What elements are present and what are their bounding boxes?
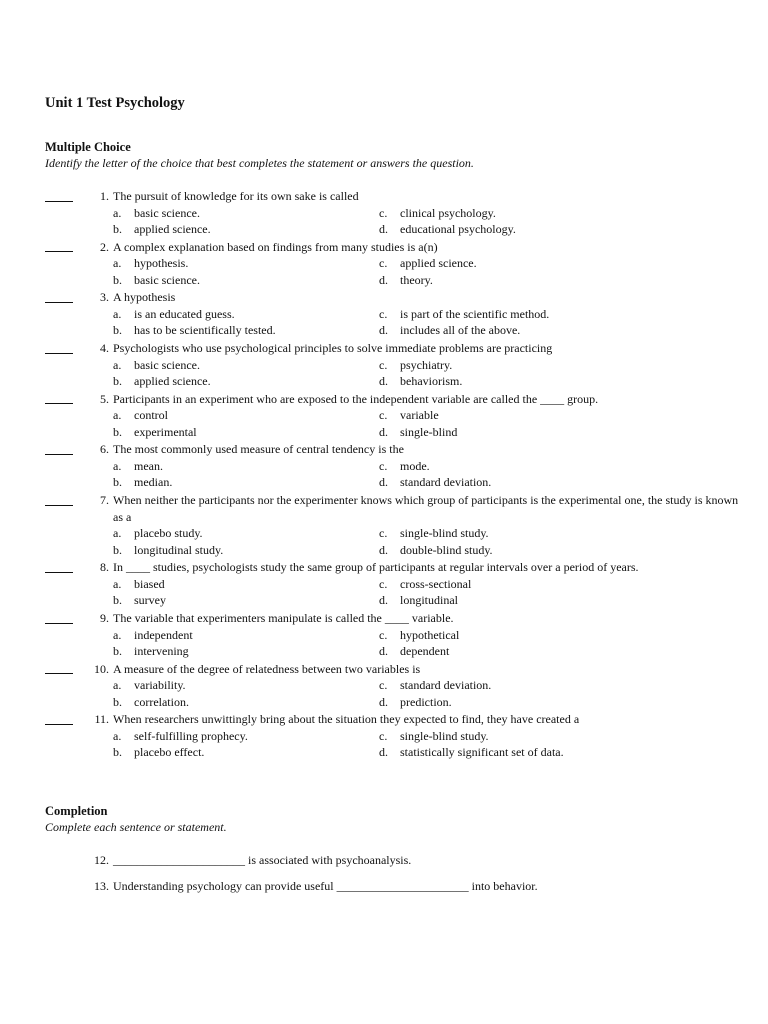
question-8 [45, 559, 745, 609]
multiple-choice-instructions: Identify the letter of the choice that best completes the statement or answers the question. [45, 156, 474, 170]
option-text: is part of the scientific method. [400, 306, 550, 321]
answer-options [113, 255, 745, 288]
answer-blank[interactable] [45, 188, 73, 202]
option-text: placebo effect. [134, 745, 205, 760]
option-text: double-blind study. [400, 542, 493, 557]
answer-options [113, 627, 745, 660]
question-stem: The pursuit of knowledge for its own sake is called [113, 189, 359, 203]
answer-option [113, 306, 379, 323]
question-6 [45, 441, 745, 491]
option-text: statistically significant set of data. [400, 745, 564, 760]
option-letter: d. [379, 222, 388, 236]
option-letter: c. [379, 408, 388, 423]
answer-option [113, 424, 379, 441]
option-letter: a. [113, 408, 122, 423]
option-letter: d. [379, 644, 388, 658]
option-text: clinical psychology. [400, 205, 496, 220]
question-number: 13. [94, 879, 109, 893]
option-text: intervening [134, 644, 189, 658]
answer-option [379, 322, 679, 339]
completion-heading: Completion [45, 804, 108, 818]
option-letter: a. [113, 205, 122, 220]
option-letter: c. [379, 306, 388, 321]
answer-option [113, 677, 379, 694]
option-letter: d. [379, 374, 388, 389]
completion-list [45, 852, 745, 904]
option-text: placebo study. [134, 526, 203, 541]
answer-option [113, 357, 379, 374]
answer-option [379, 694, 679, 711]
option-letter: a. [113, 256, 122, 271]
option-letter: d. [379, 475, 388, 490]
option-text: single-blind study. [400, 728, 489, 743]
answer-option [379, 525, 679, 542]
answer-options [113, 306, 745, 339]
answer-blank[interactable] [45, 661, 73, 675]
answer-option [379, 205, 679, 222]
option-text: biased [134, 576, 165, 591]
question-number: 8. [100, 560, 109, 575]
answer-option [113, 205, 379, 222]
answer-option [113, 373, 379, 390]
answer-option [379, 677, 679, 694]
option-text: is an educated guess. [134, 306, 235, 321]
answer-blank[interactable] [45, 711, 73, 725]
answer-option [379, 306, 679, 323]
option-text: correlation. [134, 694, 189, 709]
option-letter: c. [379, 678, 388, 693]
option-letter: d. [379, 542, 388, 557]
question-number: 10. [94, 661, 109, 676]
answer-options [113, 728, 745, 761]
answer-option [113, 643, 379, 660]
answer-option [113, 322, 379, 339]
answer-option [379, 373, 679, 390]
answer-option [379, 744, 679, 761]
answer-blank[interactable] [45, 492, 73, 506]
option-letter: b. [113, 542, 122, 557]
option-text: mean. [134, 458, 163, 473]
option-text: median. [134, 475, 173, 490]
option-letter: a. [113, 526, 122, 541]
answer-option [113, 576, 379, 593]
option-text: prediction. [400, 694, 452, 709]
option-letter: a. [113, 627, 122, 642]
answer-option [113, 694, 379, 711]
answer-blank[interactable] [45, 391, 73, 405]
option-text: educational psychology. [400, 222, 516, 236]
option-letter: b. [113, 222, 122, 236]
multiple-choice-list [45, 188, 745, 762]
option-letter: a. [113, 678, 122, 693]
option-letter: a. [113, 458, 122, 473]
question-number: 7. [100, 493, 109, 508]
option-text: standard deviation. [400, 678, 492, 693]
document-title: Unit 1 Test Psychology [45, 95, 185, 111]
option-text: theory. [400, 272, 433, 287]
option-letter: c. [379, 526, 388, 541]
option-letter: b. [113, 424, 122, 439]
option-text: longitudinal [400, 593, 458, 608]
answer-options [113, 458, 745, 491]
option-letter: c. [379, 627, 388, 642]
option-letter: d. [379, 694, 388, 709]
option-text: variable [400, 408, 439, 423]
option-text: independent [134, 627, 193, 642]
answer-options [113, 576, 745, 609]
answer-option [113, 474, 379, 491]
answer-option [113, 255, 379, 272]
answer-option [379, 592, 679, 609]
question-stem: The variable that experimenters manipulate is called the ____ variable. [113, 611, 454, 625]
completion-sentence: Understanding psychology can provide useful ______________________ into behavior. [113, 879, 538, 893]
option-letter: d. [379, 745, 388, 760]
option-letter: d. [379, 424, 388, 439]
answer-option [379, 627, 679, 644]
question-number: 12. [94, 853, 109, 867]
option-letter: c. [379, 205, 388, 220]
option-letter: c. [379, 357, 388, 372]
answer-options [113, 677, 745, 710]
option-text: hypothetical [400, 627, 460, 642]
option-letter: a. [113, 357, 122, 372]
completion-question-12 [45, 852, 745, 878]
question-stem: Psychologists who use psychological principles to solve immediate problems are practicing [113, 341, 553, 356]
option-letter: c. [379, 458, 388, 473]
completion-question-13 [45, 878, 745, 904]
answer-option [379, 474, 679, 491]
option-letter: a. [113, 728, 122, 743]
answer-options [113, 525, 745, 558]
answer-option [113, 458, 379, 475]
answer-option [113, 525, 379, 542]
option-letter: b. [113, 323, 122, 338]
answer-option [113, 627, 379, 644]
option-text: survey [134, 593, 166, 608]
option-text: mode. [400, 458, 430, 473]
answer-option [379, 357, 679, 374]
question-number: 6. [100, 442, 109, 457]
completion-sentence: ______________________ is associated with psychoanalysis. [113, 853, 412, 867]
option-text: applied science. [400, 256, 477, 271]
option-text: includes all of the above. [400, 323, 521, 338]
question-10 [45, 661, 745, 711]
option-letter: d. [379, 272, 388, 287]
option-letter: b. [113, 593, 122, 608]
option-text: single-blind [400, 424, 458, 439]
question-2 [45, 239, 745, 289]
option-text: self-fulfilling prophecy. [134, 728, 248, 743]
question-11 [45, 711, 745, 761]
question-stem: In ____ studies, psychologists study the same group of participants at regular intervals over a period of years. [113, 560, 639, 575]
answer-blank[interactable] [45, 559, 73, 573]
question-stem: Participants in an experiment who are exposed to the independent variable are called the ____ group. [113, 391, 599, 406]
option-letter: b. [113, 745, 122, 760]
option-text: basic science. [134, 272, 200, 287]
option-text: hypothesis. [134, 256, 189, 271]
question-stem: A hypothesis [113, 290, 176, 305]
answer-option [379, 272, 679, 289]
answer-option [379, 424, 679, 441]
answer-option [379, 542, 679, 559]
option-letter: b. [113, 475, 122, 490]
answer-option [379, 643, 679, 660]
question-stem: When neither the participants nor the experimenter knows which group of participants is the experimental one, the study is known as a [113, 493, 739, 524]
option-text: basic science. [134, 357, 200, 372]
option-letter: d. [379, 593, 388, 608]
answer-option [113, 407, 379, 424]
answer-option [113, 728, 379, 745]
option-text: longitudinal study. [134, 542, 224, 557]
question-7 [45, 492, 745, 558]
option-letter: a. [113, 576, 122, 591]
answer-option [379, 255, 679, 272]
question-stem: A measure of the degree of relatedness between two variables is [113, 661, 421, 676]
option-letter: d. [379, 323, 388, 338]
option-text: has to be scientifically tested. [134, 323, 276, 338]
answer-option [113, 542, 379, 559]
answer-blank[interactable] [45, 340, 73, 354]
question-number: 1. [100, 189, 109, 203]
option-text: control [134, 408, 168, 423]
option-text: applied science. [134, 374, 211, 389]
answer-option [113, 272, 379, 289]
question-number: 3. [100, 290, 109, 305]
option-letter: c. [379, 256, 388, 271]
option-text: basic science. [134, 205, 200, 220]
option-text: behaviorism. [400, 374, 463, 389]
option-text: standard deviation. [400, 475, 492, 490]
question-stem: When researchers unwittingly bring about the situation they expected to find, they have created a [113, 712, 580, 727]
answer-option [379, 407, 679, 424]
answer-option [113, 744, 379, 761]
option-letter: a. [113, 306, 122, 321]
answer-blank[interactable] [45, 289, 73, 303]
question-number: 11. [94, 712, 109, 727]
answer-options [113, 407, 745, 440]
option-letter: b. [113, 694, 122, 709]
question-5 [45, 391, 745, 441]
answer-options [113, 205, 745, 238]
answer-option [379, 576, 679, 593]
question-stem: A complex explanation based on findings from many studies is a(n) [113, 239, 438, 254]
question-4 [45, 340, 745, 390]
option-letter: b. [113, 272, 122, 287]
completion-instructions: Complete each sentence or statement. [45, 820, 227, 834]
answer-blank[interactable] [45, 441, 73, 455]
question-9 [45, 610, 745, 660]
answer-option [379, 221, 679, 238]
option-text: applied science. [134, 222, 211, 236]
question-number: 4. [100, 341, 109, 356]
option-letter: b. [113, 644, 122, 658]
question-number: 5. [100, 391, 109, 406]
option-letter: b. [113, 374, 122, 389]
option-letter: c. [379, 576, 388, 591]
question-number: 2. [100, 239, 109, 254]
answer-blank[interactable] [45, 239, 73, 253]
question-stem: The most commonly used measure of central tendency is the [113, 442, 404, 457]
answer-blank[interactable] [45, 610, 73, 624]
answer-options [113, 357, 745, 390]
multiple-choice-heading: Multiple Choice [45, 140, 131, 154]
option-text: cross-sectional [400, 576, 472, 591]
option-text: single-blind study. [400, 526, 489, 541]
option-text: psychiatry. [400, 357, 453, 372]
option-letter: c. [379, 728, 388, 743]
question-number: 9. [100, 611, 109, 625]
answer-option [379, 728, 679, 745]
answer-option [113, 221, 379, 238]
option-text: dependent [400, 644, 450, 658]
answer-option [113, 592, 379, 609]
option-text: experimental [134, 424, 197, 439]
question-3 [45, 289, 745, 339]
answer-option [379, 458, 679, 475]
question-1 [45, 188, 745, 238]
option-text: variability. [134, 678, 186, 693]
